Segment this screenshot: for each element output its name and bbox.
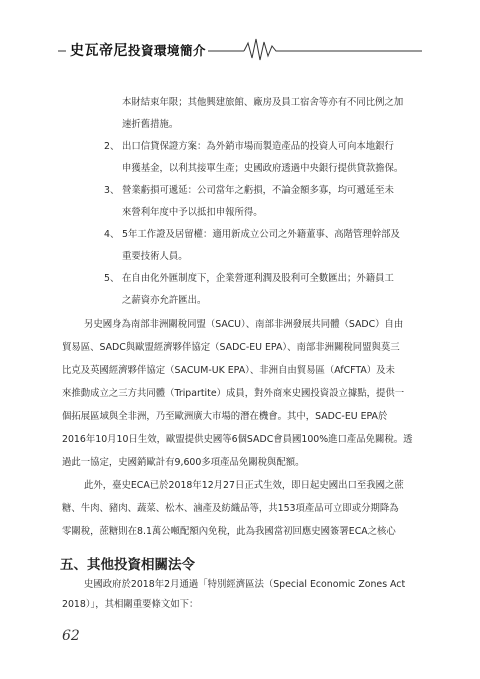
header-title-sub: 投資環境簡介 <box>128 43 207 58</box>
text-line: 過此一協定，史國銷歐計有9,600多項產品免關稅與配額。 <box>62 457 305 468</box>
text-line: 來推動成立之三方共同體（Tripartite）成員，對外商來史國投資設立據點，提供一 <box>62 388 405 399</box>
text-line: 出口信貸保證方案：為外銷市場而製造產品的投資人可向本地銀行 <box>122 141 394 152</box>
text-line: 此外，臺史ECA已於2018年12月27日正式生效，即日起史國出口至我國之蔗 <box>84 480 404 491</box>
text-line: 貿易區、SADC與歐盟經濟夥伴協定（SADC-EU EPA）、南部非洲關稅同盟與莫三 <box>62 342 400 353</box>
text-line: 在自由化外匯制度下，企業營運利潤及股利可全數匯出；外籍員工 <box>122 273 394 284</box>
text-line: 重要技術人員。 <box>122 251 188 262</box>
list-number: 4、 <box>104 229 120 240</box>
text-line: 比克及英國經濟夥伴協定（SACUM-UK EPA）、非洲自由貿易區（AfCFTA）及未 <box>62 365 395 376</box>
header-title-main: 史瓦帝尼 <box>70 43 128 59</box>
text-line: 之薪資亦允許匯出。 <box>122 295 207 306</box>
text-line: 本財結束年限；其他興建旅館、廠房及員工宿舍等亦有不同比例之加 <box>122 97 404 108</box>
text-line: 申獲基金，以利其接單生產；史國政府透過中央銀行提供貸款擔保。 <box>122 163 404 174</box>
text-line: 5年工作證及居留權：適用新成立公司之外籍董事、高階管理幹部及 <box>122 229 400 240</box>
section-heading: 五、其他投資相關法令 <box>60 557 195 573</box>
text-line: 2016年10月10日生效，歐盟提供史國等6個SADC會員國100%進口產品免關稅。透 <box>62 434 413 445</box>
page-number: 62 <box>62 628 80 644</box>
list-number: 5、 <box>104 273 120 284</box>
text-line: 另史國身為南部非洲關稅同盟（SACU）、南部非洲發展共同體（SADC）自由 <box>84 319 404 330</box>
running-header <box>0 34 480 62</box>
list-number: 3、 <box>104 185 120 196</box>
text-line: 糖、牛肉、豬肉、蔬菜、松木、滷產及紡織品等，共153項產品可立即或分期降為 <box>62 503 399 514</box>
text-line: 營業虧損可遞延：公司當年之虧損，不論金額多寡，均可遞延至未 <box>122 185 394 196</box>
text-line: 速折舊措施。 <box>122 119 179 130</box>
text-line: 來營利年度中予以抵扣申報所得。 <box>122 207 263 218</box>
text-line: 2018）」，其相關重要條文如下： <box>62 599 199 610</box>
header-title <box>70 40 206 60</box>
list-number: 2、 <box>104 141 120 152</box>
text-line: 史國政府於2018年2月通過「特別經濟區法（Special Economic Zones Act <box>84 579 406 590</box>
text-line: 個拓展區域與全非洲，乃至歐洲廣大市場的潛在機會。其中，SADC-EU EPA於 <box>62 411 388 422</box>
text-line: 零關稅，蔗糖則在8.1萬公噸配額內免稅，此為我國當初回應史國簽署ECA之核心 <box>62 526 396 537</box>
